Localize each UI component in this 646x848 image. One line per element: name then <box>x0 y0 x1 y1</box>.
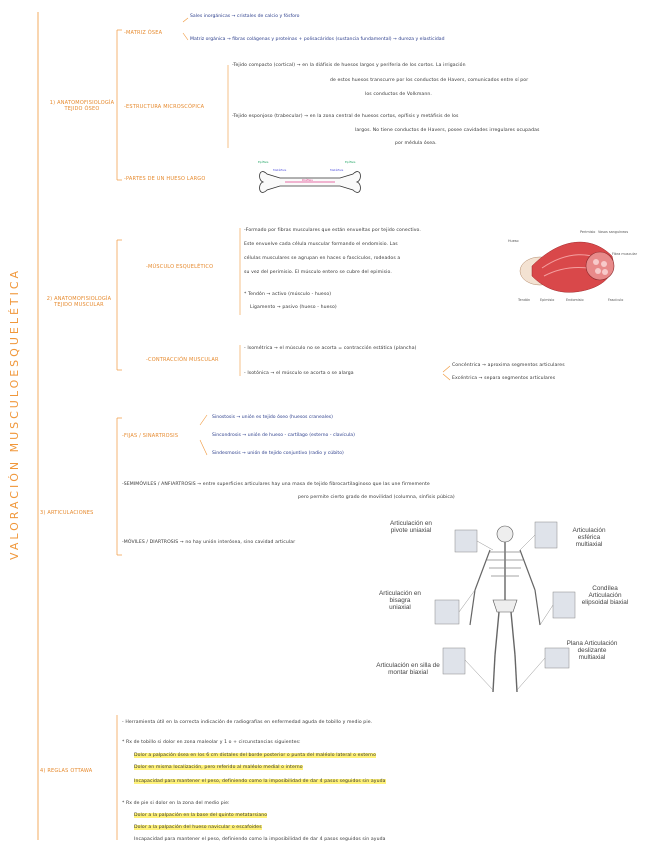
bone-label-metafisis-2: Metáfisis <box>330 168 344 172</box>
fijas-item-2: Sincondrosis → unión de hueso - cartílago (esterno - clavícula) <box>212 433 355 438</box>
micro-label: -ESTRUCTURA MICROSCÓPICA <box>124 104 205 110</box>
musculo-text-1: -Formado por fibras musculares que están envueltas por tejido conectivo. <box>244 228 421 233</box>
long-bone-diagram <box>255 162 365 202</box>
fijas-label: -FIJAS / SINARTROSIS <box>122 433 179 439</box>
joint-label-pivote: Articulación en pivote uniaxial <box>390 520 432 534</box>
fijas-item-3: Sindesmosis → unión de tejido conjuntivo (radio y cúbito) <box>212 451 344 456</box>
muscle-label-endomisio: Endomisio <box>566 298 584 302</box>
fijas-item-1: Sinostosis → unión es tejido óseo (huesos craneales) <box>212 415 333 420</box>
ottawa-intro: - Herramienta útil en la correcta indicación de radiografías en enfermedad aguda de tobillo y medio pie. <box>122 720 373 725</box>
joint-label-condilea: Condílea Articulación elipsoidal biaxial <box>581 585 629 606</box>
isotonica-text: - Isotónica → el músculo se acorta o se alarga <box>244 371 354 376</box>
matriz-label: -MATRIZ ÓSEA <box>124 30 163 36</box>
musculo-label: -MÚSCULO ESQUELÉTICO <box>146 264 214 270</box>
esponjoso-2: largos. No tiene conductos de Havers, posee cavidades irregulares ocupadas <box>355 128 540 133</box>
concentrica-text: Concéntrica → aproxima segmentos articulares <box>452 363 565 368</box>
ligamento-text: Ligamento → pasivo (hueso - hueso) <box>250 305 337 310</box>
isometrica-text: - Isométrica → el músculo no se acorta = contracción estática (plancha) <box>244 346 417 351</box>
joint-label-bisagra: Articulación en bisagra uniaxial <box>379 590 421 611</box>
esponjoso-1: -Tejido esponjoso (trabecular) → en la zona central de huesos cortos, epífisis y metáfisis de los <box>232 114 459 119</box>
musculo-text-3: células musculares se agrupan en haces o fascículos, rodeados a <box>244 256 401 261</box>
section1-heading: 1) ANATOMOFISIOLOGÍA TEJIDO ÓSEO <box>49 100 115 112</box>
muscle-label-epimisio: Epimisio <box>540 298 555 302</box>
joint-label-esferica: Articulación esférica multiaxial <box>572 527 606 548</box>
pie-label: * Rx de pie si dolor en la zona del medio pie: <box>122 801 230 806</box>
muscle-label-perimisio: Perimisio <box>580 230 596 234</box>
tobillo-item-3: Incapacidad para mantener el peso, definiendo como la imposibilidad de dar 4 pasos seguidos sin ayuda <box>134 779 386 784</box>
esponjoso-3: por médula ósea. <box>395 141 437 146</box>
excentrica-text: Excéntrica → separa segmentos articulares <box>452 376 556 381</box>
bone-label-epifisis-1: Epífisis <box>258 160 269 164</box>
tendon-text: * Tendón → activo (músculo - hueso) <box>244 292 332 297</box>
pie-item-2: Dolor a la palpación del hueso navicular o escafoides <box>134 825 262 830</box>
section2-heading: 2) ANATOMOFISIOLOGÍA TEJIDO MUSCULAR <box>46 296 112 308</box>
contraccion-label: -CONTRACCIÓN MUSCULAR <box>146 357 219 363</box>
tobillo-item-2: Dolor en misma localización, pero referido al maléolo medial o interno <box>134 765 303 770</box>
muscle-label-fasciculo: Fascículo <box>608 298 624 302</box>
muscle-label-hueso: Hueso <box>508 239 519 243</box>
semimoviles-2: pero permite cierto grado de movilidad (columna, sínfisis púbica) <box>298 495 455 500</box>
joint-label-silla: Articulación en silla de montar biaxial <box>376 662 440 676</box>
musculo-text-2: Este envuelve cada célula muscular formando el endomisio. Las <box>244 242 398 247</box>
vertical-title: VALORACIÓN MUSCULOESQUELÉTICA <box>8 267 21 560</box>
muscle-label-fibra: Fibra muscular <box>612 252 637 256</box>
matriz-item-2: Matriz orgánica → fibras colágenas y proteínas + polisacáridos (sustancia fundamental) → dureza y elasticidad <box>190 37 445 42</box>
compacto-3: los conductos de Volkmann. <box>365 92 432 97</box>
bone-label-metafisis-1: Metáfisis <box>273 168 287 172</box>
pie-item-3: Incapacidad para mantener el peso, definiendo como la imposibilidad de dar 4 pasos seguidos sin ayuda <box>134 837 386 842</box>
section4-heading: 4) REGLAS OTTAWA <box>40 768 93 774</box>
musculo-text-4: su vez del perimisio. El músculo entero se cubre del epimisio. <box>244 270 392 275</box>
pie-item-1: Dolor a la palpación en la base del quinto metatarsiano <box>134 813 268 818</box>
joint-label-plana: Plana Articulación deslizante multiaxial <box>566 640 618 661</box>
muscle-label-vasos: Vasos sanguíneos <box>598 230 629 234</box>
tobillo-label: * Rx de tobillo si dolor en zona maleolar y 1 o + circunstancias siguientes: <box>122 740 301 745</box>
semimoviles-1: -SEMIMÓVILES / ANFIARTROSIS → entre superficies articulares hay una masa de tejido fibrocartilaginoso que las une firmemente <box>122 482 430 487</box>
bone-label-epifisis-2: Epífisis <box>345 160 356 164</box>
matriz-item-1: Sales inorgánicas → cristales de calcio y fósforo <box>190 14 300 19</box>
section3-heading: 3) ARTICULACIONES <box>40 510 94 516</box>
compacto-2: de estos huesos transcurre por los conductos de Havers, comunicados entre sí por <box>330 78 529 83</box>
tobillo-item-1: Dolor a palpación ósea en los 6 cm distales del borde posterior o punta del maléolo lateral o externo <box>134 753 376 758</box>
partes-label: -PARTES DE UN HUESO LARGO <box>124 176 206 182</box>
muscle-label-tendon: Tendón <box>518 298 531 302</box>
compacto-1: -Tejido compacto (cortical) → en la diáfisis de huesos largos y periferia de los cortos. La irrigación <box>232 63 466 68</box>
bone-label-diafisis: Diáfisis <box>302 178 313 182</box>
muscle-illustration <box>512 226 632 306</box>
moviles-text: -MÓVILES / DIARTROSIS → no hay unión interósea, sino cavidad articular <box>122 540 296 545</box>
